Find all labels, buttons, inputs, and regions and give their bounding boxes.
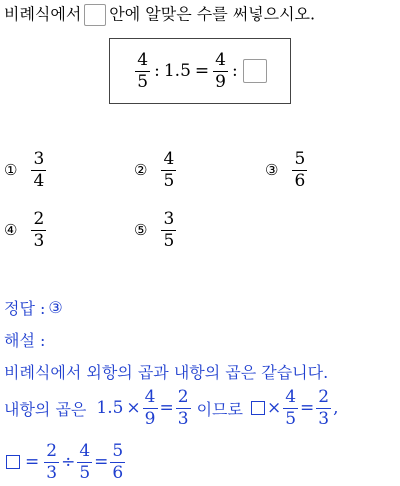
choice-3[interactable]: ③ $\frac{5}{6}$ [265, 149, 306, 191]
explanation-line-3: = $\frac{2}{3}$ ÷ $\frac{4}{5}$ = $\frac{5}{6}$ [4, 442, 127, 482]
explanation-line-2: 내항의 곱은 1.5 × $\frac{4}{9}$ = $\frac{2}{3}$ 이므로 × $\frac{4}{5}$ = $\frac{2}{3}$ , [4, 387, 339, 429]
question-text-before: 비례식에서 [4, 4, 82, 24]
proportion-equation [133, 51, 266, 91]
answer-value: ③ [48, 298, 63, 317]
fraction-four-fifths: $\frac{4}{5}$ [137, 49, 149, 92]
choice-2[interactable]: ② $\frac{4}{5}$ [134, 149, 175, 191]
blank-square-icon [251, 401, 265, 415]
explanation-label: 해설 : [4, 331, 46, 350]
answer-line [4, 296, 66, 319]
colon: : [154, 61, 160, 81]
choice-1[interactable]: ① $\frac{3}{4}$ [4, 149, 45, 191]
equals-sign: = [194, 61, 210, 81]
question-text [4, 2, 315, 27]
answer-label: 정답 : [4, 299, 46, 318]
equation-box [109, 38, 291, 104]
blank-square-icon [6, 455, 20, 469]
colon: : [231, 61, 238, 81]
value-one-point-five: 1.5 [163, 61, 191, 81]
equation-blank-icon [243, 59, 267, 83]
choice-5[interactable]: ⑤ $\frac{3}{5}$ [134, 209, 175, 251]
choice-4[interactable]: ④ $\frac{2}{3}$ [4, 209, 45, 251]
answer-blank-icon [84, 4, 106, 26]
fraction-four-ninths: $\frac{4}{9}$ [215, 49, 226, 92]
explanation-line-1: 비례식에서 외항의 곱과 내항의 곱은 같습니다. [4, 363, 329, 382]
question-text-after: 안에 알맞은 수를 써넣으시오. [109, 4, 316, 24]
